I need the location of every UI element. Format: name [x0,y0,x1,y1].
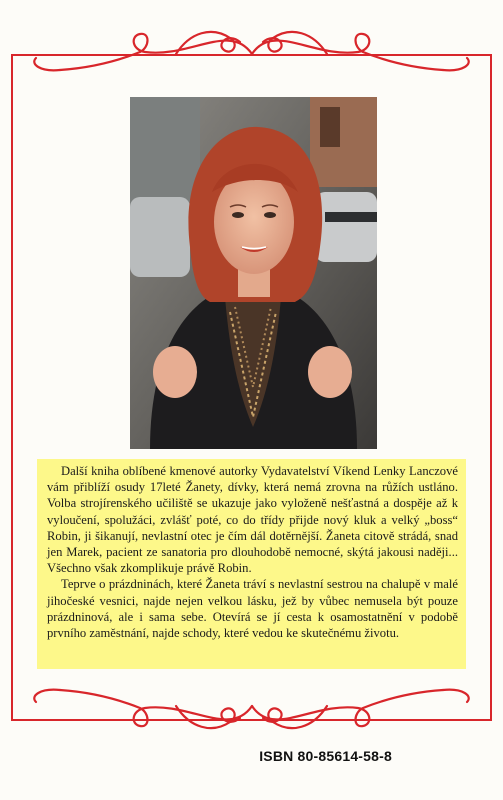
isbn-number: ISBN 80-85614-58-8 [259,748,392,764]
bottom-flourish-ornament [0,662,503,742]
description-paragraph: Teprve o prázdninách, které Žaneta tráví s nevlastní sestrou na chalupě v malé jihočeské vesnici, najde nejen velkou lásku, jež by vůbec nemusela být pouze prázdninová, ale i sama sebe. Otevírá se jí cesta k osamostatnění v podobě prvního zaměstnání, najde schody, které vedou ke skutečnému životu. [47,577,458,641]
book-description-panel [37,459,466,669]
description-paragraph: Další kniha oblíbené kmenové autorky Vydavatelství Víkend Lenky Lanczové vám přiblíží osudy 17leté Žanety, dívky, která nemá zrovna na růžích ustláno. Volba strojírenského učiliště se ukazuje jako vyloženě nešťastná a dospěje až k vyloučení, spolužáci, zvlášť poté, co do třídy přijde nový kluk a velký „boss“ Robin, ji šikanují, nevlastní otec je čím dál dotěrnější. Žaneta citově strádá, snad jen Marek, pacient ze sanatoria pro dlouhodobě nemocné, skýtá jakousi naději... Všechno však zkomplikuje právě Robin. [47,464,458,576]
author-photo [130,97,377,449]
